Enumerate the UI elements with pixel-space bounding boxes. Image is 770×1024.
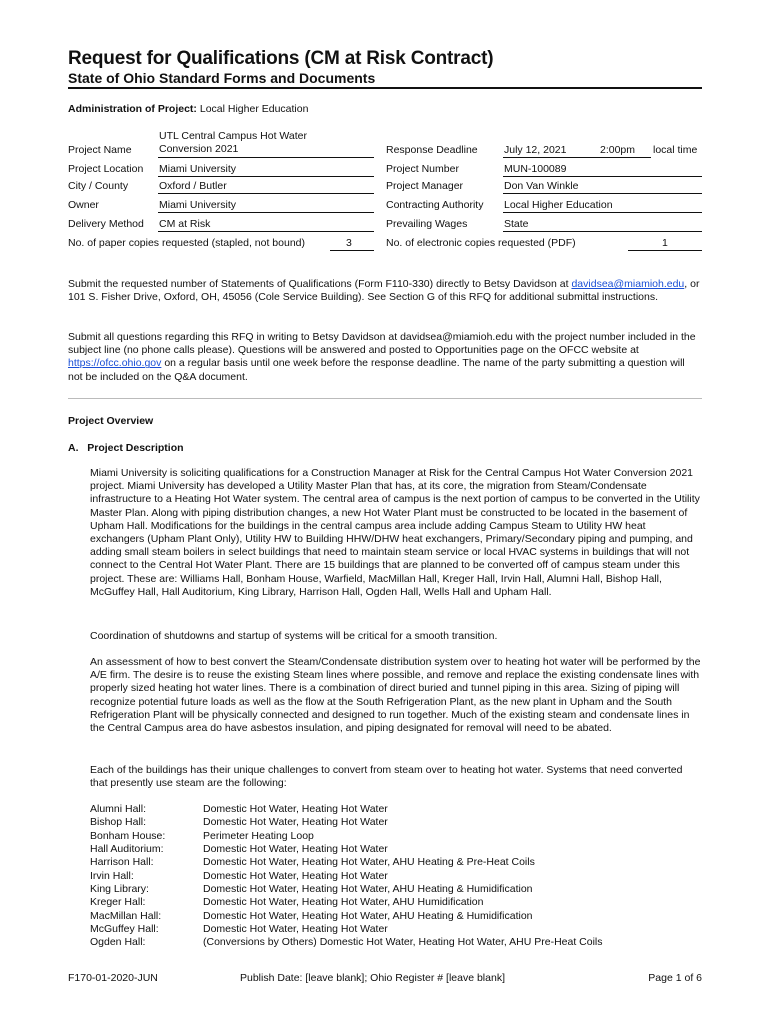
project-manager-underline bbox=[503, 193, 702, 194]
contracting-authority-underline bbox=[503, 212, 702, 213]
prevailing-wages-underline bbox=[503, 231, 702, 232]
building-systems: Domestic Hot Water, Heating Hot Water, AHU Humidification bbox=[203, 896, 484, 909]
project-number-underline bbox=[503, 176, 702, 177]
section-a-heading: A. Project Description bbox=[68, 442, 184, 454]
list-item bbox=[90, 870, 702, 883]
page-subtitle: State of Ohio Standard Forms and Documents bbox=[68, 70, 376, 86]
page-title: Request for Qualifications (CM at Risk Contract) bbox=[68, 48, 494, 69]
building-systems: Domestic Hot Water, Heating Hot Water bbox=[203, 869, 388, 882]
paper-copies-label: No. of paper copies requested (stapled, not bound) bbox=[68, 237, 305, 249]
list-item bbox=[90, 816, 702, 829]
delivery-method-value: CM at Risk bbox=[159, 218, 211, 230]
list-item bbox=[90, 856, 702, 869]
electronic-copies-underline bbox=[628, 250, 702, 251]
administration-value: Local Higher Education bbox=[199, 103, 309, 115]
city-county-value: Oxford / Butler bbox=[159, 180, 227, 192]
city-county-underline bbox=[158, 193, 374, 194]
building-systems: Domestic Hot Water, Heating Hot Water bbox=[203, 803, 388, 815]
list-item bbox=[90, 936, 702, 949]
building-systems: Domestic Hot Water, Heating Hot Water bbox=[203, 816, 388, 829]
submit-email-link[interactable]: davidsea@miamioh.edu bbox=[571, 278, 685, 290]
list-item bbox=[90, 910, 702, 923]
project-number-value: MUN-100089 bbox=[504, 163, 567, 175]
administration-line bbox=[68, 103, 308, 116]
delivery-method-underline bbox=[158, 231, 374, 232]
submit-text-2: , or 101 S. Fisher Drive, Oxford, OH, 45056 (Cole Service Building). See Section G of this RFQ for additional submittal instructions. bbox=[68, 278, 700, 304]
section-divider bbox=[68, 398, 702, 399]
project-description-paragraph-4: Each of the buildings has their unique challenges to convert from steam over to heating hot water. Systems that need converted that presently use steam are the following: bbox=[90, 764, 683, 790]
project-description-paragraph-3: An assessment of how to best convert the Steam/Condensate distribution system over to heating hot water will be performed by the A/E firm. The desire is to reuse the existing Steam lines where possible, and remove and replace the existing condensate lines with properly sized heating hot water lines. There is a combination of direct buried and tunnel piping in this area. Sizing of piping will recognize potential future loads as well as the flow at the South Refrigeration Plant, as the new plant in Upham and the South Refrigeration Plant will be physically connected and designed to run together. Much of the existing steam and condensate lines in the Central Campus area do have asbestos insulation, and piping designated for removal will need to be abated. bbox=[90, 656, 701, 735]
project-name-label: Project Name bbox=[68, 144, 132, 156]
paper-copies-underline bbox=[330, 250, 374, 251]
list-item bbox=[90, 923, 702, 936]
project-location-underline bbox=[158, 176, 374, 177]
project-description-paragraph-1: Miami University is soliciting qualifications for a Construction Manager at Risk for the Central Campus Hot Water Conversion 2021 project. Miami University has developed a Utility Master Plan that has, at its core, the migration from Steam/Condensate infrastructure to a Heating Hot Water system. The central area of campus is the next portion of campus to be converted in the Utility Master Plan. Along with piping distribution changes, a new Hot Water Plant must be constructed to be located in the basement of Upham Hall. Modifications for the buildings in the central campus area include adding Campus Steam to Utility HW heat exchangers (Upham Plant Only), Utility HW to Building HHW/DHW heat exchangers, Primary/Secondary piping and pumping, and adding small steam boilers in select buildings that need to maintain steam service or local HVAC systems in buildings that will not connect to the Central Hot Water Plant. There are 15 buildings that are planned to be converted off of campus steam under this project. These are: Williams Hall, Bonham House, Warfield, MacMillan Hall, Kreger Hall, Irvin Hall, Alumni Hall, Bishop Hall, McGuffey Hall, Hall Auditorium, King Library, Harrison Hall, Ogden Hall, Wells Hall and Upham Hall. bbox=[90, 467, 700, 598]
building-systems: Domestic Hot Water, Heating Hot Water, AHU Heating & Humidification bbox=[203, 883, 533, 896]
project-name-value-line2: Conversion 2021 bbox=[159, 143, 239, 155]
questions-text-1: Submit all questions regarding this RFQ in writing to Betsy Davidson at davidsea@miamioh.edu with the project number included in the subject line (no phone calls please). Questions will be answered and posted to Opportunities page on the OFCC website at bbox=[68, 331, 696, 357]
project-name-value-line1: UTL Central Campus Hot Water bbox=[159, 130, 308, 142]
submit-text-1: Submit the requested number of Statements of Qualifications (Form F110-330) directly to Betsy Davidson at bbox=[68, 278, 569, 290]
building-name: Kreger Hall: bbox=[90, 896, 146, 909]
project-name-underline bbox=[158, 157, 374, 158]
list-item bbox=[90, 843, 702, 856]
prevailing-wages-value: State bbox=[504, 218, 529, 230]
page-number: Page 1 of 6 bbox=[648, 972, 702, 984]
form-id: F170-01-2020-JUN bbox=[68, 972, 158, 984]
publish-info: Publish Date: [leave blank]; Ohio Register # [leave blank] bbox=[240, 972, 505, 984]
paper-copies-value: 3 bbox=[346, 237, 352, 249]
project-overview-heading: Project Overview bbox=[68, 415, 154, 427]
building-systems-list bbox=[90, 803, 702, 950]
building-name: Irvin Hall: bbox=[90, 869, 134, 882]
response-deadline-suffix: local time bbox=[653, 144, 698, 156]
response-deadline-label: Response Deadline bbox=[386, 144, 478, 156]
response-deadline-date: July 12, 2021 bbox=[504, 144, 567, 156]
list-item bbox=[90, 830, 702, 843]
administration-label: Administration of Project: bbox=[68, 103, 197, 115]
project-number-label: Project Number bbox=[386, 163, 459, 175]
delivery-method-label: Delivery Method bbox=[68, 218, 144, 230]
building-name: Bonham House: bbox=[90, 829, 166, 842]
building-systems: Domestic Hot Water, Heating Hot Water bbox=[203, 843, 388, 856]
header-rule bbox=[68, 87, 702, 89]
owner-value: Miami University bbox=[159, 199, 237, 211]
building-systems: (Conversions by Others) Domestic Hot Water, Heating Hot Water, AHU Pre-Heat Coils bbox=[203, 936, 603, 949]
owner-label: Owner bbox=[68, 199, 99, 211]
questions-text-2: on a regular basis until one week before the response deadline. The name of the party submitting a question will not be included on the Q&A document. bbox=[68, 357, 685, 383]
city-county-label: City / County bbox=[68, 180, 129, 192]
project-location-label: Project Location bbox=[68, 163, 144, 175]
building-systems: Domestic Hot Water, Heating Hot Water, AHU Heating & Pre-Heat Coils bbox=[203, 856, 535, 869]
project-description-paragraph-2: Coordination of shutdowns and startup of systems will be critical for a smooth transition. bbox=[90, 630, 498, 642]
building-name: King Library: bbox=[90, 883, 149, 896]
list-item bbox=[90, 896, 702, 909]
list-item bbox=[90, 883, 702, 896]
questions-paragraph bbox=[68, 331, 702, 384]
building-name: MacMillan Hall: bbox=[90, 909, 162, 922]
project-location-value: Miami University bbox=[159, 163, 237, 175]
response-deadline-time: 2:00pm bbox=[600, 144, 636, 156]
building-name: Harrison Hall: bbox=[90, 856, 154, 869]
electronic-copies-label: No. of electronic copies requested (PDF) bbox=[386, 237, 576, 249]
submit-instructions-paragraph bbox=[68, 278, 702, 304]
building-name: Ogden Hall: bbox=[90, 936, 146, 949]
list-item bbox=[90, 803, 702, 816]
project-manager-label: Project Manager bbox=[386, 180, 464, 192]
building-name: McGuffey Hall: bbox=[90, 923, 159, 936]
prevailing-wages-label: Prevailing Wages bbox=[386, 218, 468, 230]
owner-underline bbox=[158, 212, 374, 213]
ofcc-website-link[interactable]: https://ofcc.ohio.gov bbox=[68, 357, 162, 370]
contracting-authority-value: Local Higher Education bbox=[504, 199, 613, 211]
building-systems: Domestic Hot Water, Heating Hot Water bbox=[203, 923, 388, 936]
building-name: Hall Auditorium: bbox=[90, 843, 164, 856]
building-name: Alumni Hall: bbox=[90, 803, 147, 815]
building-systems: Domestic Hot Water, Heating Hot Water, AHU Heating & Humidification bbox=[203, 909, 533, 922]
building-systems: Perimeter Heating Loop bbox=[203, 829, 314, 842]
electronic-copies-value: 1 bbox=[662, 237, 668, 249]
project-manager-value: Don Van Winkle bbox=[504, 180, 579, 192]
contracting-authority-label: Contracting Authority bbox=[386, 199, 484, 211]
response-deadline-underline bbox=[503, 157, 651, 158]
building-name: Bishop Hall: bbox=[90, 816, 147, 829]
